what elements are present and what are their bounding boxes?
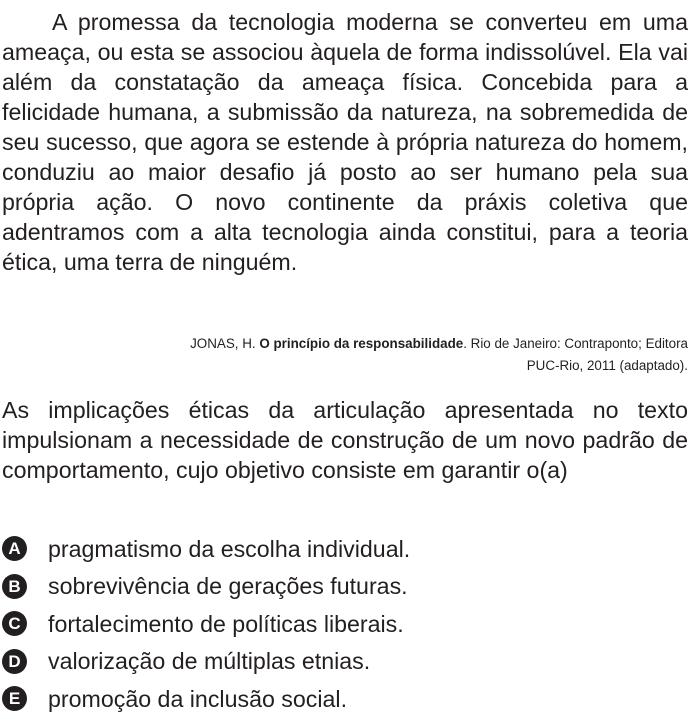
option-a-letter-badge: A (2, 536, 27, 561)
citation-title: O princípio da responsabilidade (259, 336, 464, 351)
source-passage: A promessa da tecnologia moderna se converteu em uma ameaça, ou esta se associou àquela de forma indissolúvel. Ela vai além da constatação da ameaça física. Concebida para a felicidade humana, a submissão da natureza, na sobremedida de seu sucesso, que agora se estende à própria natureza do homem, conduziu ao maior desafio já posto ao ser humano pela sua própria ação. O novo continente da práxis coletiva que adentramos com a alta tecnologia ainda constitui, para a teoria ética, uma terra de ninguém. (2, 9, 688, 275)
option-b-letter-badge: B (2, 574, 27, 599)
option-c[interactable] (2, 605, 688, 643)
citation-author: JONAS, H. (190, 336, 256, 351)
option-d-text: valorização de múltiplas etnias. (48, 648, 371, 675)
option-a-text: pragmatismo da escolha individual. (48, 535, 411, 562)
answer-options (2, 530, 688, 718)
option-e-letter-badge: E (2, 686, 27, 711)
option-e-text: promoção da inclusão social. (48, 685, 348, 712)
option-e[interactable] (2, 680, 688, 718)
question-stem: As implicações éticas da articulação apresentada no texto impulsionam a necessidade de construção de um novo padrão de comportamento, cujo objetivo consiste em garantir o(a) (2, 397, 688, 483)
option-c-text: fortalecimento de políticas liberais. (48, 610, 404, 637)
option-b-text: sobrevivência de gerações futuras. (48, 573, 408, 600)
option-c-letter-badge: C (2, 611, 27, 636)
passage-citation (168, 333, 688, 377)
citation-publication: . Rio de Janeiro: Contraponto; Editora PUC-Rio, 2011 (adaptado). (463, 336, 688, 373)
option-d-letter-badge: D (2, 649, 27, 674)
option-a[interactable] (2, 530, 688, 568)
option-d[interactable] (2, 643, 688, 681)
option-b[interactable] (2, 568, 688, 606)
